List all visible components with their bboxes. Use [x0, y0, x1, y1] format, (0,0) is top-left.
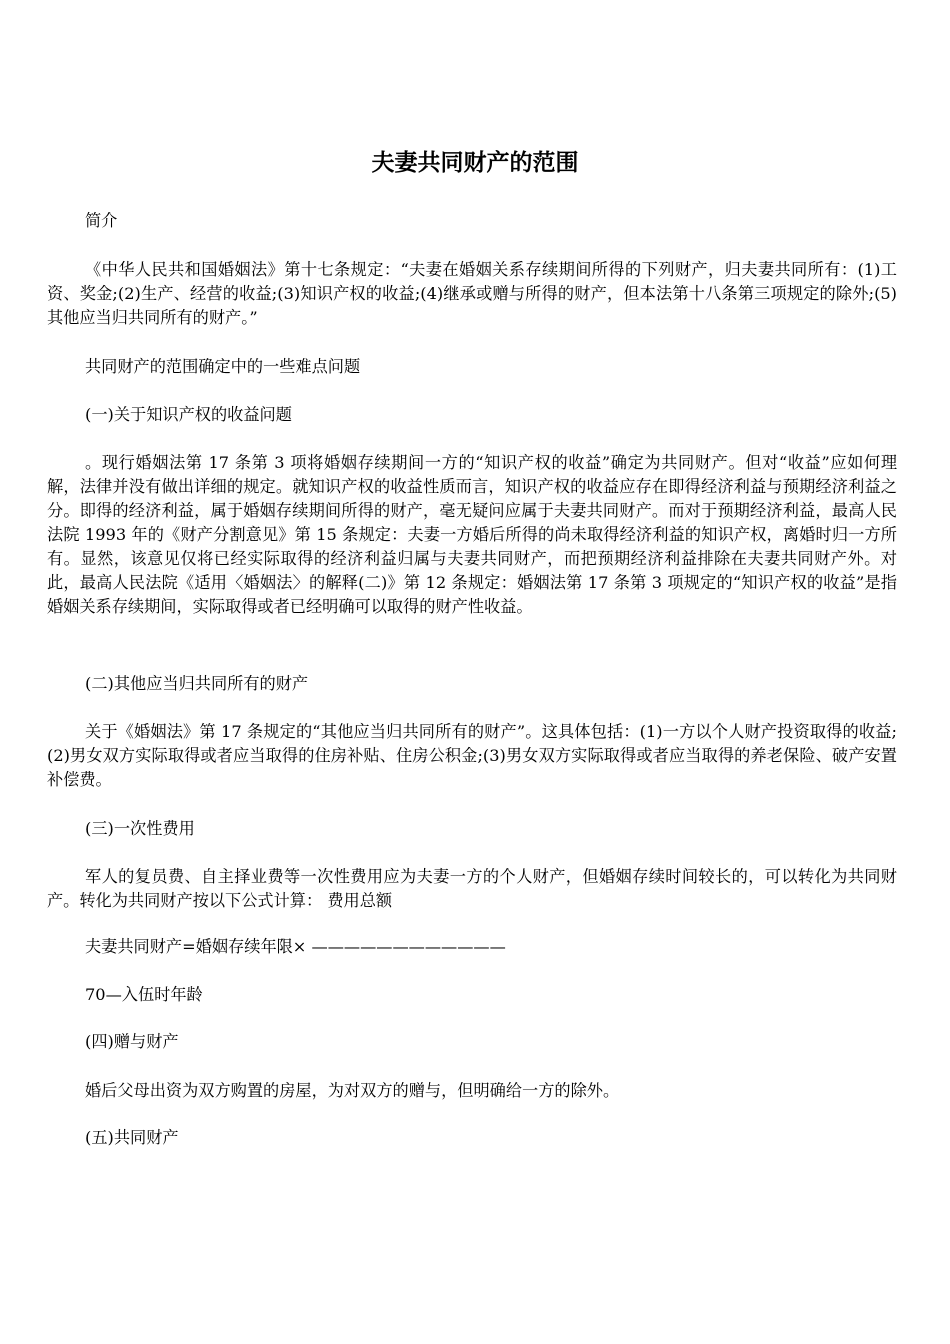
- difficulties-heading: 共同财产的范围确定中的一些难点问题: [85, 357, 361, 376]
- formula-numerator-line: 夫妻共同财产=婚姻存续年限× ————————————: [85, 937, 506, 956]
- section-1-heading: (一)关于知识产权的收益问题: [85, 405, 292, 424]
- section-5-heading: (五)共同财产: [85, 1128, 179, 1147]
- section-3-paragraph: 军人的复员费、自主择业费等一次性费用应为夫妻一方的个人财产，但婚姻存续时间较长的，可以转化为共同财产。转化为共同财产按以下公式计算： 费用总额: [47, 867, 897, 910]
- section-3-heading: (三)一次性费用: [85, 819, 195, 838]
- section-1-paragraph: 。现行婚姻法第 17 条第 3 项将婚姻存续期间一方的“知识产权的收益”确定为共同财产。但对“收益”应如何理解，法律并没有做出详细的规定。就知识产权的收益性质而言，知识产权的收益应存在即得经济利益与预期经济利益之分。即得的经济利益，属于婚姻存续期间所得的财产，毫无疑问应属于夫妻共同财产。而对于预期经济利益，最高人民法院 1993 年的《财产分割意见》第 15 条规定：夫妻一方婚后所得的尚未取得经济利益的知识产权，离婚时归一方所有。显然，该意见仅将已经实际取得的经济利益归属与夫妻共同财产，而把预期经济利益排除在夫妻共同财产外。对此，最高人民法院《适用〈婚姻法〉的解释(二)》第 12 条规定：婚姻法第 17 条第 3 项规定的“知识产权的收益”是指婚姻关系存续期间，实际取得或者已经明确可以取得的财产性收益。: [47, 453, 897, 616]
- formula-denominator-line: 70—入伍时年龄: [85, 985, 203, 1004]
- document-title: 夫妻共同财产的范围: [371, 150, 579, 176]
- section-4-paragraph: 婚后父母出资为双方购置的房屋，为对双方的赠与，但明确给一方的除外。: [85, 1081, 620, 1100]
- section-2-heading: (二)其他应当归共同所有的财产: [85, 674, 309, 693]
- section-2-paragraph: 关于《婚姻法》第 17 条规定的“其他应当归共同所有的财产”。这具体包括：(1)一方以个人财产投资取得的收益;(2)男女双方实际取得或者应当取得的住房补贴、住房公积金;(3)男女双方实际取得或者应当取得的养老保险、破产安置补偿费。: [47, 722, 897, 789]
- law-article-paragraph: 《中华人民共和国婚姻法》第十七条规定：“夫妻在婚姻关系存续期间所得的下列财产，归夫妻共同所有：(1)工资、奖金;(2)生产、经营的收益;(3)知识产权的收益;(4)继承或赠与所得的财产，但本法第十八条第三项规定的除外;(5)其他应当归共同所有的财产。”: [47, 260, 897, 327]
- section-4-heading: (四)赠与财产: [85, 1032, 179, 1051]
- intro-heading: 简介: [85, 211, 118, 230]
